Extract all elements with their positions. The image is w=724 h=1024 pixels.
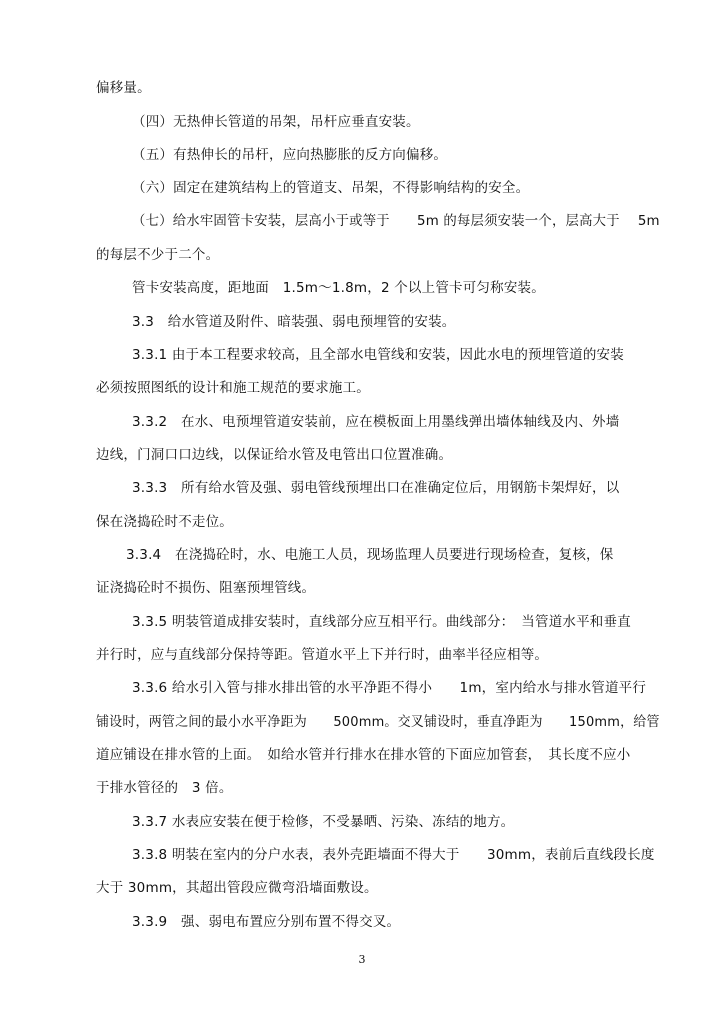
text-line-7: 管卡安装高度，距地面 1.5m～1.8m，2 个以上管卡可匀称安装。 [132,280,545,296]
text-line-14: 保在浇捣砼时不走位。 [96,514,233,530]
text-line-17: 3.3.5 明装管道成排安装时，直线部分应互相平行。曲线部分： 当管道水平和垂直 [132,614,631,630]
text-line-3: （五）有热伸长的吊杆，应向热膨胀的反方向偏移。 [132,147,448,163]
section-heading-3-3: 3.3 给水管道及附件、暗装强、弱电预埋管的安装。 [132,314,456,330]
text-line-10: 必须按照图纸的设计和施工规范的要求施工。 [96,380,370,396]
text-line-16: 证浇捣砼时不损伤、阻塞预埋管线。 [96,580,316,596]
text-line-2: （四）无热伸长管道的吊架，吊杆应垂直安装。 [132,114,420,130]
text-line-19: 3.3.6 给水引入管与排水排出管的水平净距不得小 1m，室内给水与排水管道平行 [132,680,647,696]
text-line-1: 偏移量。 [96,80,151,96]
text-line-6: 的每层不少于二个。 [96,247,220,263]
text-line-12: 边线，门洞口口边线，以保证给水管及电管出口位置准确。 [96,447,453,463]
text-line-25: 大于 30mm，其超出管段应微弯沿墙面敷设。 [96,880,378,896]
page-number: 3 [358,953,366,966]
text-line-9: 3.3.1 由于本工程要求较高，且全部水电管线和安装，因此水电的预埋管道的安装 [132,347,624,363]
text-line-18: 并行时，应与直线部分保持等距。管道水平上下并行时，曲率半径应相等。 [96,647,549,663]
text-line-26: 3.3.9 强、弱电布置应分别布置不得交叉。 [132,914,401,930]
text-line-24: 3.3.8 明装在室内的分户水表，表外壳距墙面不得大于 30mm，表前后直线段长度 [132,847,655,863]
text-line-15: 3.3.4 在浇捣砼时，水、电施工人员，现场监理人员要进行现场检查，复核，保 [126,547,614,563]
text-line-21: 道应铺设在排水管的上面。 如给水管并行排水在排水管的下面应加管套， 其长度不应小 [96,747,631,763]
text-line-4: （六）固定在建筑结构上的管道支、吊架，不得影响结构的安全。 [132,180,530,196]
text-line-23: 3.3.7 水表应安装在便于检修，不受暴晒、污染、冻结的地方。 [132,814,515,830]
text-line-20: 铺设时，两管之间的最小水平净距为 500mm。交叉铺设时，垂直净距为 150mm，给管 [96,714,660,730]
text-line-11: 3.3.2 在水、电预埋管道安装前，应在模板面上用墨线弹出墙体轴线及内、外墙 [132,414,620,430]
text-line-22: 于排水管径的 3 倍。 [96,780,233,796]
text-line-5: （七）给水牢固管卡安装，层高小于或等于 5m 的每层须安装一个，层高大于 5m [132,213,660,229]
text-line-13: 3.3.3 所有给水管及强、弱电管线预埋出口在准确定位后，用钢筋卡架焊好，以 [132,480,620,496]
